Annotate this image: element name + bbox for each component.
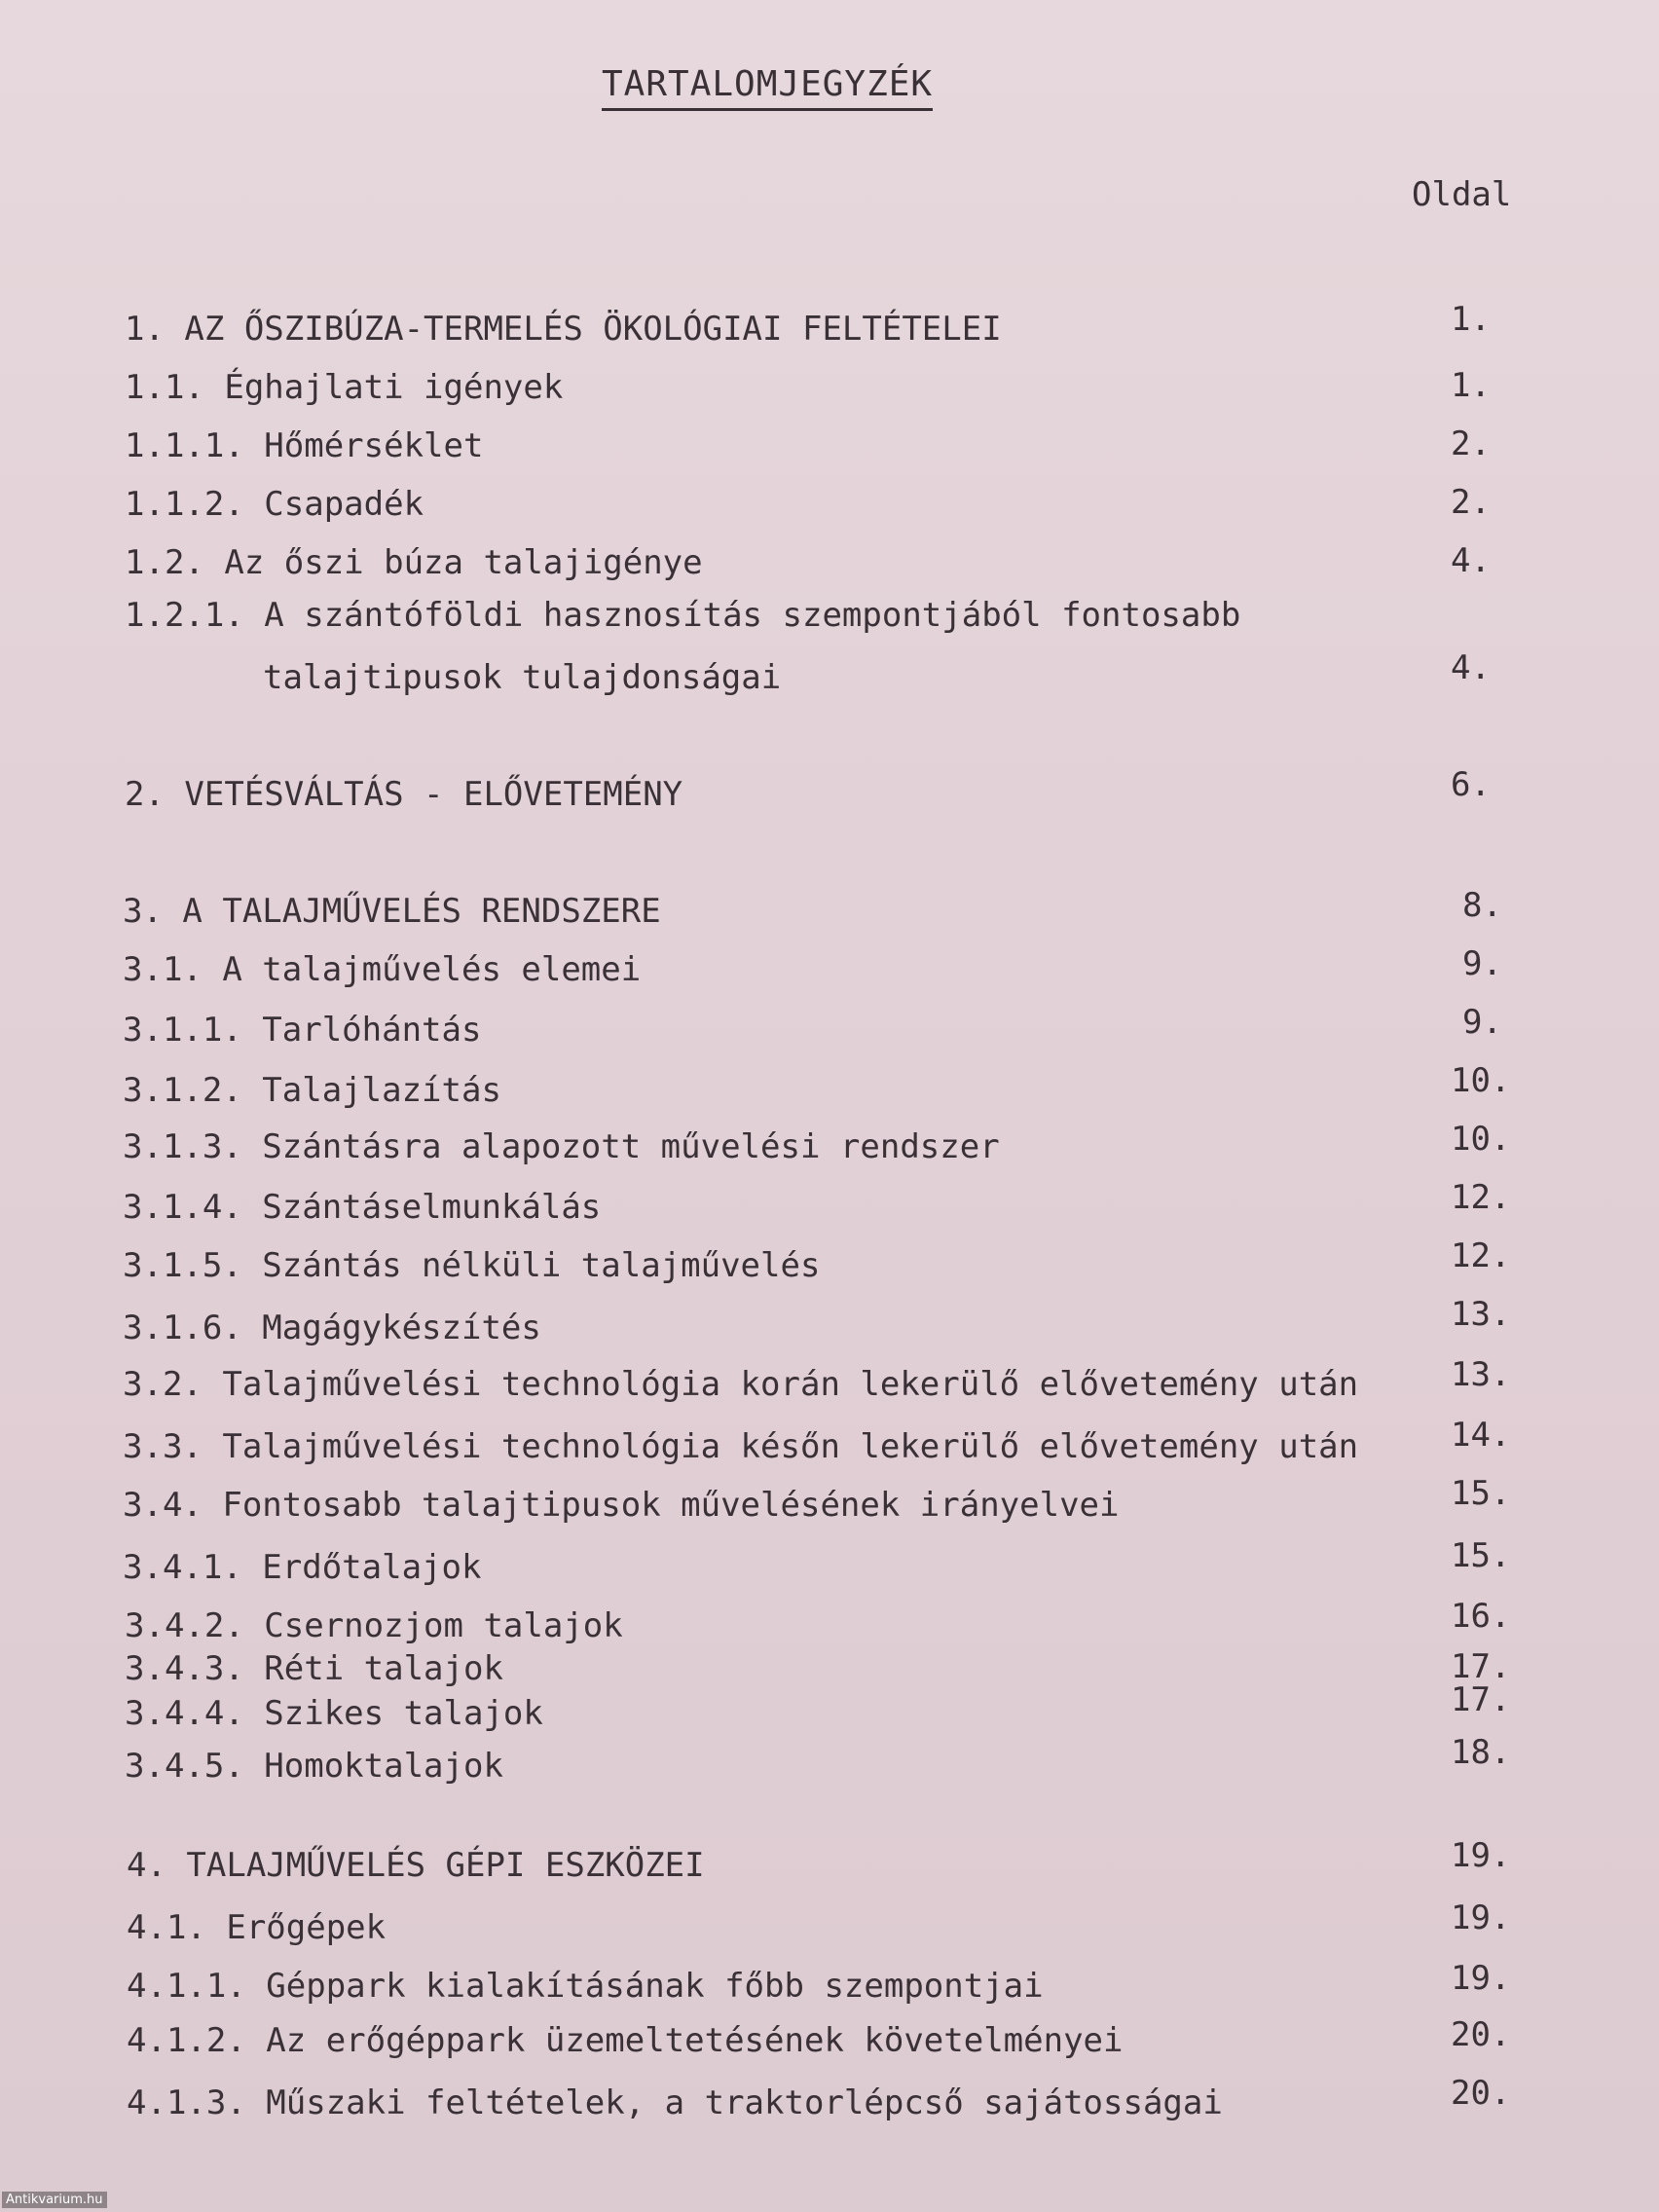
- toc-entry-page: 20.: [1451, 2074, 1511, 2113]
- toc-entry-text: 3.3. Talajművelési technológia későn lekerülő elővetemény után: [123, 1427, 1359, 1466]
- toc-entry: [0, 888, 1659, 935]
- toc-entry-page: 15.: [1451, 1536, 1511, 1575]
- toc-entry-text: 3.4.3. Réti talajok: [125, 1649, 503, 1688]
- toc-entry-page: 2.: [1451, 483, 1491, 522]
- toc-entry: [0, 1680, 1659, 1737]
- toc-entry: [0, 2017, 1659, 2064]
- toc-entry: [0, 1236, 1659, 1289]
- toc-entry-page: 9.: [1462, 1003, 1502, 1042]
- toc-entry: [0, 1178, 1659, 1231]
- toc-entry-text: 3.1. A talajművelés elemei: [123, 950, 642, 989]
- toc-entry-page: 13.: [1451, 1295, 1511, 1334]
- toc-entry-text: 1.2. Az őszi búza talajigénye: [125, 543, 703, 582]
- toc-entry-text: 3.4.2. Csernozjom talajok: [125, 1606, 623, 1645]
- toc-entry-page: 4.: [1451, 541, 1491, 580]
- toc-entry-page: 2.: [1451, 424, 1491, 463]
- toc-entry-page: 12.: [1451, 1236, 1511, 1275]
- toc-entry-page: 8.: [1462, 886, 1502, 925]
- page-column-header: Oldal: [1412, 175, 1512, 214]
- toc-entry: [0, 423, 1659, 469]
- toc-entry-text: 3. A TALAJMŰVELÉS RENDSZERE: [123, 892, 661, 931]
- toc-entry-text: 3.4.4. Szikes talajok: [125, 1694, 543, 1733]
- toc-entry: [0, 300, 1659, 352]
- toc-entry-text: 3.4. Fontosabb talajtipusok művelésének irányelvei: [123, 1486, 1120, 1525]
- toc-entry: [0, 364, 1659, 411]
- toc-entry: [0, 648, 1659, 701]
- toc-entry-page: 12.: [1451, 1178, 1511, 1217]
- toc-entry-text: 4.1.1. Géppark kialakításának főbb szempontjai: [127, 1967, 1044, 2006]
- toc-entry-text: 3.1.2. Talajlazítás: [123, 1071, 501, 1110]
- toc-entry-page: 19.: [1451, 1959, 1511, 1998]
- toc-entry-text: 3.1.3. Szántásra alapozott művelési rendszer: [123, 1127, 1000, 1166]
- page-title: TARTALOMJEGYZÉK: [602, 64, 933, 111]
- toc-entry: [0, 1295, 1659, 1351]
- toc-entry-page: 1.: [1451, 366, 1491, 405]
- toc-entry: [0, 1836, 1659, 1889]
- toc-entry-text: 3.1.6. Magágykészítés: [123, 1309, 541, 1347]
- toc-entry: [0, 1474, 1659, 1529]
- toc-entry-page: 17.: [1451, 1680, 1511, 1719]
- toc-entry: [0, 592, 1659, 639]
- toc-entry-page: 15.: [1451, 1474, 1511, 1513]
- toc-entry: [0, 1733, 1659, 1789]
- watermark: Antikvarium.hu: [2, 2192, 107, 2208]
- toc-entry-text: 3.1.1. Tarlóhántás: [123, 1011, 482, 1050]
- toc-entry-page: 10.: [1451, 1061, 1511, 1100]
- toc-entry-page: 16.: [1451, 1597, 1511, 1636]
- toc-entry: [0, 1120, 1659, 1170]
- toc-entry: [0, 1959, 1659, 2009]
- toc-entry-text: 4.1.2. Az erőgéppark üzemeltetésének követelményei: [127, 2021, 1124, 2060]
- toc-entry-text: 1.1.2. Csapadék: [125, 485, 424, 524]
- toc-entry-text: 1.1.1. Hőmérséklet: [125, 426, 484, 465]
- toc-entry-page: 18.: [1451, 1733, 1511, 1772]
- toc-entry: [0, 1597, 1659, 1649]
- toc-entry-text: 3.1.4. Szántáselmunkálás: [123, 1188, 602, 1227]
- toc-entry-page: 19.: [1451, 1836, 1511, 1875]
- toc-entry-page: 19.: [1451, 1899, 1511, 1937]
- toc-entry-text: 3.4.5. Homoktalajok: [125, 1747, 503, 1786]
- toc-entry-text: 4. TALAJMŰVELÉS GÉPI ESZKÖZEI: [127, 1846, 705, 1885]
- toc-entry-text: 4.1. Erőgépek: [127, 1908, 387, 1947]
- toc-entry-page: 9.: [1462, 944, 1502, 983]
- toc-entry-text: 3.2. Talajművelési technológia korán lekerülő elővetemény után: [123, 1365, 1359, 1404]
- toc-entry: [0, 539, 1659, 586]
- toc-entry-page: 10.: [1451, 1120, 1511, 1159]
- toc-entry: [0, 1003, 1659, 1053]
- toc-entry: [0, 1416, 1659, 1470]
- toc-entry: [0, 765, 1659, 818]
- toc-entry-text: 1. AZ ŐSZIBÚZA-TERMELÉS ÖKOLÓGIAI FELTÉTELEI: [125, 310, 1002, 349]
- toc-entry-page: 13.: [1451, 1355, 1511, 1394]
- toc-entry: [0, 2074, 1659, 2126]
- toc-entry-page: 14.: [1451, 1416, 1511, 1455]
- toc-entry-text: 4.1.3. Műszaki feltételek, a traktorlépcső sajátosságai: [127, 2083, 1223, 2122]
- toc-entry: [0, 946, 1659, 993]
- toc-entry: [0, 481, 1659, 528]
- toc-entry: [0, 1645, 1659, 1692]
- toc-entry-text: 1.2.1. A szántóföldi hasznosítás szempontjából fontosabb: [125, 596, 1241, 635]
- toc-entry-text: 3.4.1. Erdőtalajok: [123, 1548, 482, 1587]
- toc-entry-text: 3.1.5. Szántás nélküli talajművelés: [123, 1246, 821, 1285]
- toc-entry: [0, 1899, 1659, 1951]
- toc-entry-page: 17.: [1451, 1647, 1511, 1686]
- toc-entry-page: 4.: [1451, 648, 1491, 687]
- toc-entry: [0, 1355, 1659, 1408]
- toc-entry: [0, 1536, 1659, 1591]
- toc-entry-text: talajtipusok tulajdonságai: [263, 658, 782, 697]
- toc-entry-page: 1.: [1451, 300, 1491, 339]
- toc-entry-text: 2. VETÉSVÁLTÁS - ELŐVETEMÉNY: [125, 775, 683, 814]
- toc-entry-page: 20.: [1451, 2015, 1511, 2054]
- toc-entry: [0, 1061, 1659, 1114]
- toc-entry-text: 1.1. Éghajlati igények: [125, 368, 564, 407]
- toc-entry-page: 6.: [1451, 765, 1491, 804]
